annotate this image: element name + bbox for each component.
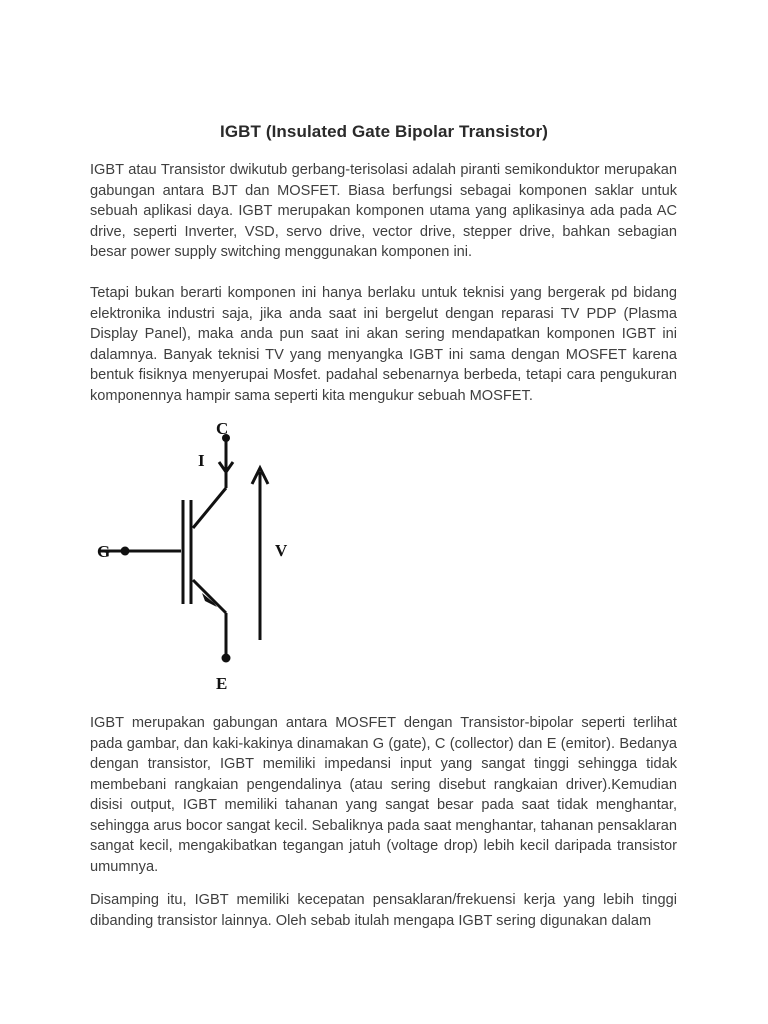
document-title: IGBT (Insulated Gate Bipolar Transistor): [220, 122, 548, 141]
igbt-symbol-icon: [80, 410, 320, 700]
paragraph-comparison: IGBT merupakan gabungan antara MOSFET dengan Transistor-bipolar seperti terlihat pada gambar, dan kaki-kakinya dinamakan G (gate), C (collector) dan E (emitor). Bedanya dengan transistor, IGBT memiliki impedansi input yang sangat tinggi sehingga tidak membebani rangkaian pengendalinya (atau sering disebut rangkaian driver).Kemudian disisi output, IGBT memiliki tahanan yang sangat besar pada saat tidak menghantar, sehingga arus bocor sangat kecil. Sebaliknya pada saat menghantar, tahanan pensaklaran sangat kecil, mengakibatkan tegangan jatuh (voltage drop) lebih kecil daripada transistor umumnya.: [90, 715, 677, 875]
igbt-symbol-figure: [80, 410, 320, 700]
current-label: I: [198, 451, 205, 470]
paragraph-intro: IGBT atau Transistor dwikutub gerbang-terisolasi adalah piranti semikonduktor merupakan gabungan antara BJT dan MOSFET. Biasa berfungsi sebagai komponen saklar untuk sebuah aplikasi daya. IGBT merupakan komponen utama yang aplikasinya ada pada AC drive, seperti Inverter, VSD, servo drive, vector drive, stepper drive, bahkan sebagian besar power supply switching menggunakan komponen ini.: [90, 162, 677, 260]
collector-diagonal: [193, 488, 226, 528]
emitter-label: E: [216, 674, 228, 693]
emitter-terminal: [222, 654, 231, 663]
paragraph-technician: Tetapi bukan berarti komponen ini hanya berlaku untuk teknisi yang bergerak pd bidang elektronika industri saja, jika anda saat ini bergelut dengan reparasi TV PDP (Plasma Display Panel), maka anda pun saat ini akan sering mendapatkan komponen IGBT ini dalamnya. Banyak teknisi TV yang menyangka IGBT ini sama dengan MOSFET karena bentuk fisiknya menyerupai Mosfet. padahal sebenarnya berbeda, tetapi cara pengukuran komponennya hampir sama seperti kita mengukur sebuah MOSFET.: [90, 285, 677, 404]
voltage-label: V: [275, 541, 288, 560]
gate-label: G: [97, 542, 111, 561]
gate-terminal: [121, 547, 130, 556]
collector-label: C: [216, 419, 229, 438]
emitter-diagonal: [193, 580, 226, 613]
paragraph-switching: Disamping itu, IGBT memiliki kecepatan pensaklaran/frekuensi kerja yang lebih tinggi dibanding transistor lainnya. Oleh sebab itulah mengapa IGBT sering digunakan dalam: [90, 892, 677, 929]
